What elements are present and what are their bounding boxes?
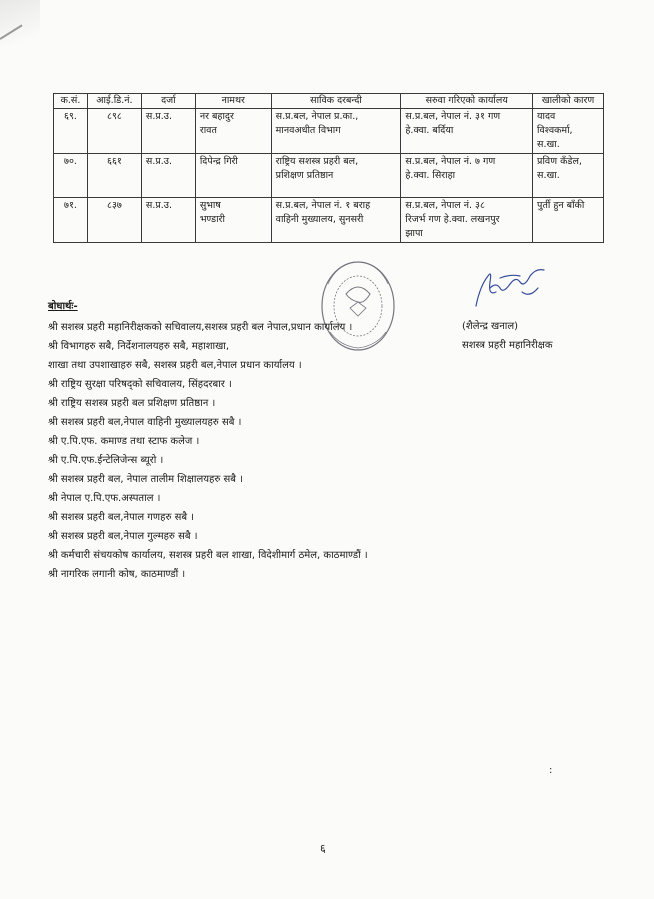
list-item: श्री राष्ट्रिय सशस्त्र प्रहरी बल प्रशिक्षण प्रतिष्ठान । xyxy=(48,398,216,409)
cell-name xyxy=(195,109,271,154)
col-header-id: आई.डि.नं. xyxy=(87,94,141,109)
cell-rank: स.प्र.उ. xyxy=(141,109,195,154)
cell-line: राष्ट्रिय सशस्त्र प्रहरी बल, xyxy=(275,156,359,167)
cell-sn: ७१. xyxy=(54,198,88,243)
cell-transfer-office xyxy=(401,154,533,198)
signer-name: (शैलेन्द्र खनाल) xyxy=(462,321,519,332)
col-header-rank: दर्जा xyxy=(141,94,195,109)
cell-previous-post xyxy=(271,198,401,243)
list-item: श्री सशस्त्र प्रहरी बल,नेपाल गुल्महरु सबै । xyxy=(48,531,198,542)
page-number: ६ xyxy=(320,842,326,855)
cell-line: मानवअधीत विभाग xyxy=(275,125,341,136)
list-item: श्री सशस्त्र प्रहरी बल,नेपाल गणहरु सबै । xyxy=(48,512,195,523)
cell-line: रावत xyxy=(199,125,217,136)
cell-line: नर बहादुर xyxy=(199,111,234,122)
cell-line: स.प्र.बल, नेपाल नं. ३१ गण xyxy=(405,111,501,122)
cell-line: दिपेन्द्र गिरी xyxy=(199,156,238,167)
cell-line: वाहिनी मुख्यालय, सुनसरी xyxy=(275,214,364,225)
col-header-previous-post: साविक दरबन्दी xyxy=(271,94,401,109)
list-item: श्री सशस्त्र प्रहरी बल, नेपाल तालीम शिक्षालयहरु सबै । xyxy=(48,474,243,485)
list-item: शाखा तथा उपशाखाहरु सबै, सशस्त्र प्रहरी बल,नेपाल प्रधान कार्यालय । xyxy=(48,360,302,371)
cell-previous-post xyxy=(271,109,401,154)
cell-line: यादव xyxy=(537,111,556,122)
list-item: श्री विभागहरु सबै, निर्देशनालयहरु सबै, महाशाखा, xyxy=(48,341,230,352)
cell-line: स.प्र.बल, नेपाल नं. ३८ xyxy=(405,200,485,211)
table-row xyxy=(54,198,604,243)
cell-line: स.खा. xyxy=(537,170,560,181)
cell-id: ८३७ xyxy=(87,198,141,243)
list-item: श्री राष्ट्रिय सुरक्षा परिषद्को सचिवालय, सिंहदरबार । xyxy=(48,379,232,390)
list-item: श्री सशस्त्र प्रहरी बल,नेपाल वाहिनी मुख्यालयहरु सबै । xyxy=(48,417,242,428)
cell-line: प्रशिक्षण प्रतिष्ठान xyxy=(275,170,334,181)
cell-line: हे.क्वा. सिराहा xyxy=(405,170,456,181)
table-row xyxy=(54,109,604,154)
col-header-name: नामथर xyxy=(195,94,271,109)
cc-recipient-list xyxy=(48,318,368,584)
cell-sn: ६९. xyxy=(54,109,88,154)
list-item: श्री नेपाल ए.पि.एफ.अस्पताल । xyxy=(48,493,161,504)
list-item: श्री कर्मचारी संचयकोष कार्यालय, सशस्त्र प्रहरी बल शाखा, विदेशीमार्ग ठमेल, काठमाण्डौं । xyxy=(48,550,368,561)
cell-line: प्रविण कँडेल, xyxy=(537,156,582,167)
cell-id: ६६१ xyxy=(87,154,141,198)
list-item: श्री नागरिक लगानी कोष, काठमाण्डौं । xyxy=(48,569,186,580)
cell-vacancy-reason xyxy=(533,109,604,154)
cell-transfer-office xyxy=(401,109,533,154)
cell-line: स.प्र.बल, नेपाल नं. १ बराह xyxy=(275,200,371,211)
cell-line: स.प्र.बल, नेपाल प्र.का., xyxy=(275,111,359,122)
signer-title: सशस्त्र प्रहरी महानिरीक्षक xyxy=(462,340,553,351)
cell-previous-post xyxy=(271,154,401,198)
cell-rank: स.प्र.उ. xyxy=(141,198,195,243)
cell-line: भण्डारी xyxy=(199,214,225,225)
cell-line: झापा xyxy=(405,228,423,239)
table-row xyxy=(54,154,604,198)
cell-line: स.प्र.बल, नेपाल नं. ७ गण xyxy=(405,156,496,167)
cell-line: हे.क्वा. बर्दिया xyxy=(405,125,454,136)
signature-scribble xyxy=(470,262,560,312)
list-item: श्री सशस्त्र प्रहरी महानिरीक्षकको सचिवालय,सशस्त्र प्रहरी बल नेपाल,प्रधान कार्यालय । xyxy=(48,322,353,333)
cc-heading: बोधार्थः- xyxy=(48,301,78,312)
cell-id: ८९८ xyxy=(87,109,141,154)
cell-name xyxy=(195,198,271,243)
cell-line: विश्वकर्मा, xyxy=(537,125,573,136)
col-header-sn: क.सं. xyxy=(54,94,88,109)
cell-line: सुभाष xyxy=(199,200,221,211)
stray-mark: : xyxy=(549,765,553,776)
list-item: श्री ए.पि.एफ. कमाण्ड तथा स्टाफ कलेज । xyxy=(48,436,200,447)
cell-line: रिजर्भ गण हे.क्वा. लखनपुर xyxy=(405,214,500,225)
cell-rank: स.प्र.उ. xyxy=(141,154,195,198)
cell-vacancy-reason xyxy=(533,154,604,198)
list-item: श्री ए.पि.एफ.ईन्टेलिजेन्स ब्यूरो । xyxy=(48,455,164,466)
cell-line: स.खा. xyxy=(537,139,560,150)
table-header-row xyxy=(54,94,604,109)
col-header-transfer-office: सरुवा गरिएको कार्यालय xyxy=(401,94,533,109)
transfer-table xyxy=(53,93,604,243)
cell-name xyxy=(195,154,271,198)
cell-vacancy-reason xyxy=(533,198,604,243)
cell-transfer-office xyxy=(401,198,533,243)
cell-line: पुर्ती हुन बाँकी xyxy=(537,200,585,211)
page-corner-fold xyxy=(0,0,40,70)
cell-sn: ७०. xyxy=(54,154,88,198)
col-header-vacancy-reason: खालीको कारण xyxy=(533,94,604,109)
